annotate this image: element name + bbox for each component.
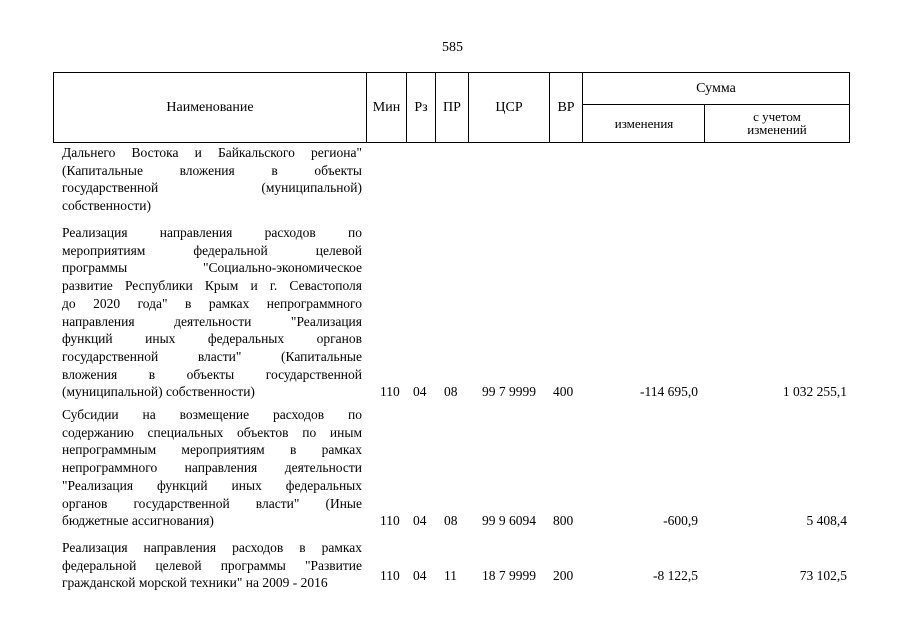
header-min-label: Мин	[372, 100, 401, 115]
header-summa	[582, 72, 850, 105]
row-name-line: федеральной целевой программы "Развитие	[62, 557, 362, 573]
row-rz: 04	[413, 384, 427, 399]
row-pr: 08	[444, 384, 458, 399]
row-csr: 18 7 9999	[482, 568, 536, 583]
header-with-change-line2: изменений	[747, 122, 807, 137]
row-name-line: "Реализация функций иных федеральных	[62, 477, 362, 493]
row-name-line: Дальнего Востока и Байкальского региона"	[62, 145, 362, 160]
row-rz: 04	[413, 568, 427, 583]
header-pr-label: ПР	[443, 100, 461, 115]
row-pr: 11	[444, 568, 457, 583]
row-name-line: собственности)	[62, 198, 151, 214]
row-csr: 99 7 9999	[482, 384, 536, 399]
row-name-line: (муниципальной) собственности)	[62, 384, 255, 400]
row-total: 73 102,5	[799, 568, 847, 583]
row-name	[62, 224, 362, 401]
row-min: 110	[380, 384, 400, 399]
row-name-line: гражданской морской техники" на 2009 - 2016	[62, 575, 328, 591]
row-name-line: (Капитальные вложения в объекты	[62, 162, 362, 178]
row-name-line: направления деятельности "Реализация	[62, 313, 362, 329]
row-vr: 200	[553, 568, 574, 583]
row-vr: 400	[553, 384, 574, 399]
row-name	[62, 539, 362, 592]
header-with-change-line1: с учетом	[753, 109, 801, 124]
row-name-line: непрограммным мероприятиям в рамках	[62, 442, 362, 458]
row-min: 110	[380, 513, 400, 528]
page-number: 585	[442, 40, 463, 55]
header-name	[53, 72, 366, 143]
row-name-line: до 2020 года" в рамках непрограммного	[62, 295, 362, 311]
header-summa-label: Сумма	[696, 81, 736, 96]
header-change-label: изменения	[614, 115, 674, 131]
row-total: 5 408,4	[806, 513, 847, 528]
header-vr	[549, 72, 582, 143]
row-name	[62, 406, 362, 530]
row-name-line: бюджетные ассигнования)	[62, 513, 214, 529]
header-change	[582, 104, 705, 143]
row-name-line: государственной власти" (Капитальные	[62, 348, 362, 364]
header-csr-label: ЦСР	[495, 100, 523, 115]
row-change: -8 122,5	[653, 568, 698, 583]
row-name-line: органов государственной власти" (Иные	[62, 495, 362, 511]
header-min	[366, 72, 406, 143]
row-name-line: Субсидии на возмещение расходов по	[62, 407, 362, 422]
header-rz	[406, 72, 435, 143]
row-name-line: содержанию специальных объектов по иным	[62, 424, 362, 440]
row-min: 110	[380, 568, 400, 583]
row-name-line: развитие Республики Крым и г. Севастополя	[62, 278, 362, 294]
header-name-label: Наименование	[166, 100, 254, 115]
row-vr: 800	[553, 513, 574, 528]
row-name-line: мероприятиям федеральной целевой	[62, 242, 362, 258]
header-with-change	[704, 104, 850, 143]
row-change: -114 695,0	[640, 384, 698, 399]
header-vr-label: ВР	[557, 100, 575, 115]
row-pr: 08	[444, 513, 458, 528]
row-name-line: вложения в объекты государственной	[62, 366, 362, 382]
row-name-line: Реализация направления расходов по	[62, 225, 362, 240]
row-name-line: программы "Социально-экономическое	[62, 260, 362, 276]
row-name-line: Реализация направления расходов в рамках	[62, 540, 362, 555]
row-name	[62, 144, 362, 215]
header-csr	[468, 72, 549, 143]
header-rz-label: Рз	[414, 100, 428, 115]
row-rz: 04	[413, 513, 427, 528]
row-name-line: функций иных федеральных органов	[62, 331, 362, 347]
header-pr	[435, 72, 468, 143]
row-name-line: непрограммного направления деятельности	[62, 460, 362, 476]
row-change: -600,9	[663, 513, 698, 528]
row-name-line: государственной (муниципальной)	[62, 180, 362, 196]
row-total: 1 032 255,1	[782, 384, 847, 399]
row-csr: 99 9 6094	[482, 513, 536, 528]
